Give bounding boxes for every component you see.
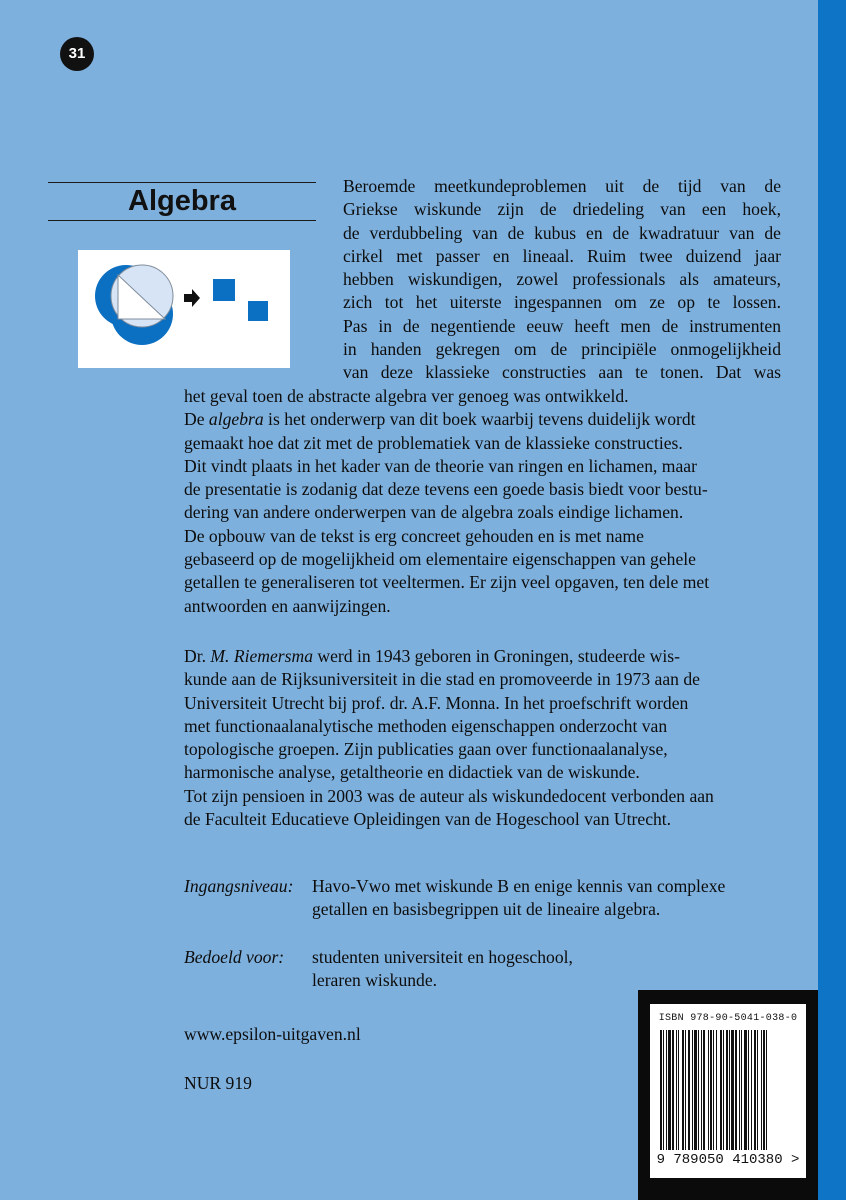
publisher-website: www.epsilon-uitgaven.nl — [184, 1024, 361, 1044]
intro-line: Dit vindt plaats in het kader van de theorie van ringen en lichamen, maar — [184, 455, 697, 476]
barcode-bar — [723, 1030, 724, 1150]
intro-line: zich tot het uiterste ingespannen om ze op te lossen. — [343, 292, 781, 313]
barcode-bar — [720, 1030, 722, 1150]
barcode-bar — [676, 1030, 677, 1150]
author-text: Dr. — [184, 646, 211, 666]
barcode-bar — [713, 1030, 714, 1150]
author-bio — [184, 645, 782, 831]
barcode-bar — [763, 1030, 765, 1150]
emblem-square-large — [213, 279, 235, 301]
barcode-bar — [708, 1030, 709, 1150]
barcode-bar — [685, 1030, 686, 1150]
intro-line: cirkel met passer en lineaal. Ruim twee duizend jaar — [343, 245, 781, 266]
algebra-emphasis: algebra — [208, 409, 264, 430]
intro-line-with-emphasis — [184, 408, 782, 431]
author-line: met functionaalanalytische methoden eigenschappen onderzocht van — [184, 715, 668, 736]
entry-level-field — [0, 875, 846, 925]
barcode-bar — [710, 1030, 712, 1150]
barcode-bar — [741, 1030, 742, 1150]
intro-line: antwoorden en aanwijzingen. — [184, 595, 391, 616]
title-rule-bottom — [48, 220, 316, 221]
series-number-badge: 31 — [60, 37, 94, 71]
intro-line: het geval toen de abstracte algebra ver genoeg was ontwikkeld. — [184, 386, 629, 406]
entry-level-label: Ingangsniveau: — [184, 876, 294, 896]
entry-level-value-line: getallen en basisbegrippen uit de lineaire algebra. — [312, 899, 661, 920]
barcode-bar — [754, 1030, 756, 1150]
barcode-bar — [688, 1030, 690, 1150]
intro-line: Griekse wiskunde zijn de driedeling van een hoek, — [343, 199, 781, 220]
intro-line: in handen gekregen om de principiële onmogelijkheid — [343, 339, 781, 360]
barcode-panel — [638, 990, 818, 1200]
author-line: Tot zijn pensioen in 2003 was de auteur als wiskundedocent verbonden aan — [184, 785, 714, 806]
cover-emblem — [78, 250, 290, 368]
barcode-bar — [726, 1030, 728, 1150]
barcode-bar — [716, 1030, 717, 1150]
intro-line: gebaseerd op de mogelijkheid om elementaire eigenschappen van gehele — [184, 549, 696, 570]
author-name: M. Riemersma — [210, 646, 313, 666]
barcode-bar — [761, 1030, 762, 1150]
entry-level-value-line: Havo-Vwo met wiskunde B en enige kennis van complexe — [312, 876, 726, 896]
intro-line: Pas in de negentiende eeuw heeft men de instrumenten — [343, 315, 781, 336]
barcode-bar — [701, 1030, 702, 1150]
barcode-bar — [692, 1030, 693, 1150]
barcode-bar — [666, 1030, 667, 1150]
barcode-bar — [735, 1030, 737, 1150]
author-line: topologische groepen. Zijn publicaties gaan over functionaalanalyse, — [184, 739, 668, 760]
barcode-bar — [766, 1030, 767, 1150]
intro-line: hebben wiskundigen, zowel professionals als amateurs, — [343, 269, 781, 290]
barcode-label — [650, 1004, 806, 1178]
arrow-right-icon — [184, 289, 200, 307]
barcode-bar — [698, 1030, 699, 1150]
book-title: Algebra — [128, 185, 236, 217]
barcode-bar — [729, 1030, 730, 1150]
intro-paragraph-narrow — [343, 175, 781, 385]
nur-code: NUR 919 — [184, 1073, 252, 1093]
author-line: Universiteit Utrecht bij prof. dr. A.F. Monna. In het proefschrift worden — [184, 692, 689, 713]
intended-for-value-line: leraren wiskunde. — [312, 970, 438, 991]
author-line: kunde aan de Rijksuniversiteit in die stad en promoveerde in 1973 aan de — [184, 669, 700, 690]
barcode-bar — [731, 1030, 734, 1150]
barcode-bar — [678, 1030, 679, 1150]
intro-paragraph-wide — [184, 385, 782, 618]
barcode-bar — [682, 1030, 684, 1150]
author-line-with-name — [184, 645, 782, 668]
author-line: de Faculteit Educatieve Opleidingen van de Hogeschool van Utrecht. — [184, 809, 672, 830]
intro-text: is het onderwerp van dit boek waarbij tevens duidelijk wordt — [263, 409, 696, 430]
barcode-bar — [660, 1030, 662, 1150]
intended-for-field — [0, 946, 846, 996]
intended-for-value-line: studenten universiteit en hogeschool, — [312, 947, 573, 967]
intro-line: dering van andere onderwerpen van de algebra zoals eindige lichamen. — [184, 502, 684, 523]
intro-line: de verdubbeling van de kubus en de kwadratuur van de — [343, 222, 781, 243]
emblem-square-small — [248, 301, 268, 321]
barcode-bar — [751, 1030, 752, 1150]
intro-line: gemaakt hoe dat zit met de problematiek van de klassieke constructies. — [184, 432, 683, 453]
isbn-text: ISBN 978-90-5041-038-0 — [658, 1013, 798, 1024]
barcode-digits: 9 789050 410380 > — [656, 1152, 800, 1168]
intro-text: De — [184, 409, 209, 430]
barcode-bar — [748, 1030, 749, 1150]
right-color-stripe — [818, 0, 846, 1200]
barcode-bar — [672, 1030, 674, 1150]
barcode-bar — [668, 1030, 671, 1150]
barcode-bars — [658, 1030, 798, 1150]
barcode-bar — [739, 1030, 740, 1150]
barcode-bar — [744, 1030, 747, 1150]
intro-line: getallen te generaliseren tot veeltermen. Er zijn veel opgaven, ten dele met — [184, 572, 710, 593]
barcode-bar — [694, 1030, 697, 1150]
intro-line: van deze klassieke constructies aan te tonen. Dat was — [343, 362, 781, 383]
author-line: harmonische analyse, getaltheorie en didactiek van de wiskunde. — [184, 762, 640, 783]
intro-line: de presentatie is zodanig dat deze tevens een goede basis biedt voor bestu- — [184, 479, 708, 500]
emblem-graphic — [78, 250, 290, 368]
author-text: werd in 1943 geboren in Groningen, studeerde wis- — [313, 646, 680, 666]
intro-line: Beroemde meetkundeproblemen uit de tijd van de — [343, 176, 781, 196]
barcode-bar — [703, 1030, 705, 1150]
barcode-bar — [663, 1030, 664, 1150]
intended-for-label: Bedoeld voor: — [184, 947, 285, 967]
intro-line: De opbouw van de tekst is erg concreet gehouden en is met name — [184, 525, 644, 546]
barcode-bar — [757, 1030, 758, 1150]
